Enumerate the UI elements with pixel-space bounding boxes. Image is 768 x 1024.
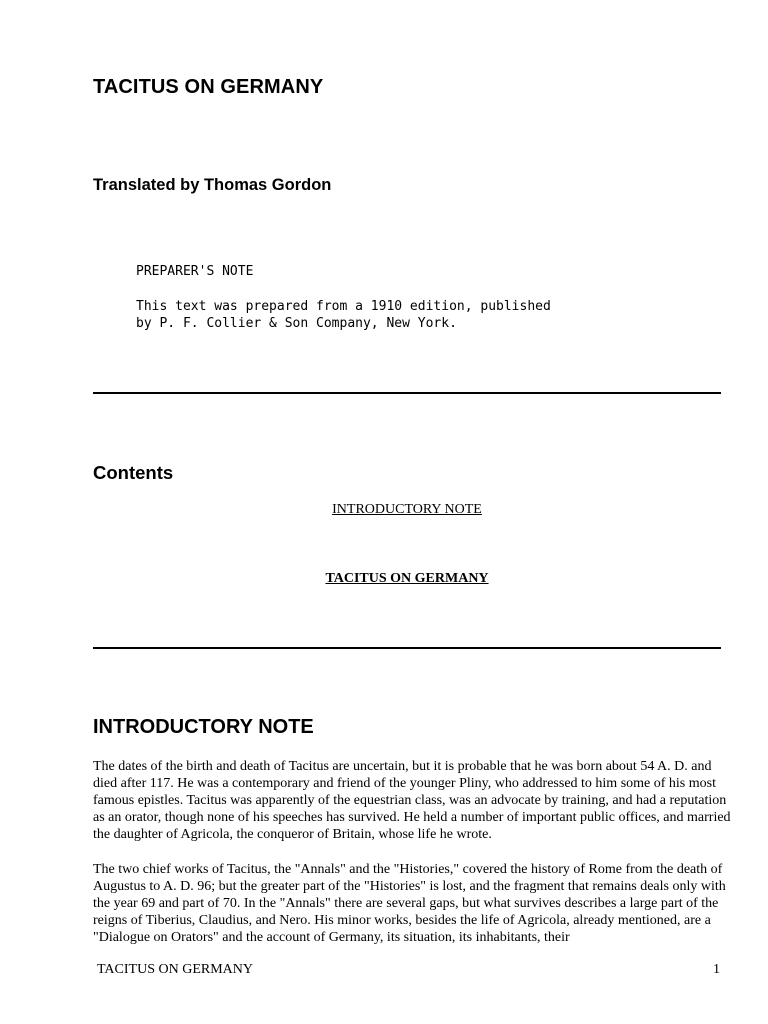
preparers-note-body: This text was prepared from a 1910 edition, published by P. F. Collier & Son Company, New York. (136, 299, 551, 331)
page-number: 1 (713, 962, 720, 977)
horizontal-divider (93, 392, 721, 394)
translator-line: Translated by Thomas Gordon (93, 176, 332, 194)
preparers-note-heading: PREPARER'S NOTE (136, 264, 254, 279)
introductory-note-heading: INTRODUCTORY NOTE (93, 716, 314, 738)
toc-link-tacitus-on-germany[interactable]: TACITUS ON GERMANY (325, 571, 489, 586)
horizontal-divider (93, 647, 721, 649)
footer-running-title: TACITUS ON GERMANY (97, 962, 253, 977)
document-title: TACITUS ON GERMANY (93, 76, 324, 98)
body-paragraph: The dates of the birth and death of Tacitus are uncertain, but it is probable that he was born about 54 A. D. and died after 117. He was a contemporary and friend of the younger Pliny, who addressed to him some of his most famous epistles. Tacitus was apparently of the equestrian class, was an advocate by training, and had a reputation as an orator, though none of his speeches has survived. He held a number of important public offices, and married the daughter of Agricola, the conqueror of Britain, whose life he wrote. (93, 759, 731, 842)
contents-heading: Contents (93, 462, 174, 483)
body-paragraph: The two chief works of Tacitus, the "Annals" and the "Histories," covered the history of Rome from the death of Augustus to A. D. 96; but the greater part of the "Histories" is lost, and the fragment that remains deals only with the year 69 and part of 70. In the "Annals" there are several gaps, but what survives describes a large part of the reigns of Tiberius, Claudius, and Nero. His minor works, besides the life of Agricola, already mentioned, are a "Dialogue on Orators" and the account of Germany, its situation, its inhabitants, their (93, 862, 726, 945)
toc-link-introductory-note[interactable]: INTRODUCTORY NOTE (332, 502, 482, 517)
